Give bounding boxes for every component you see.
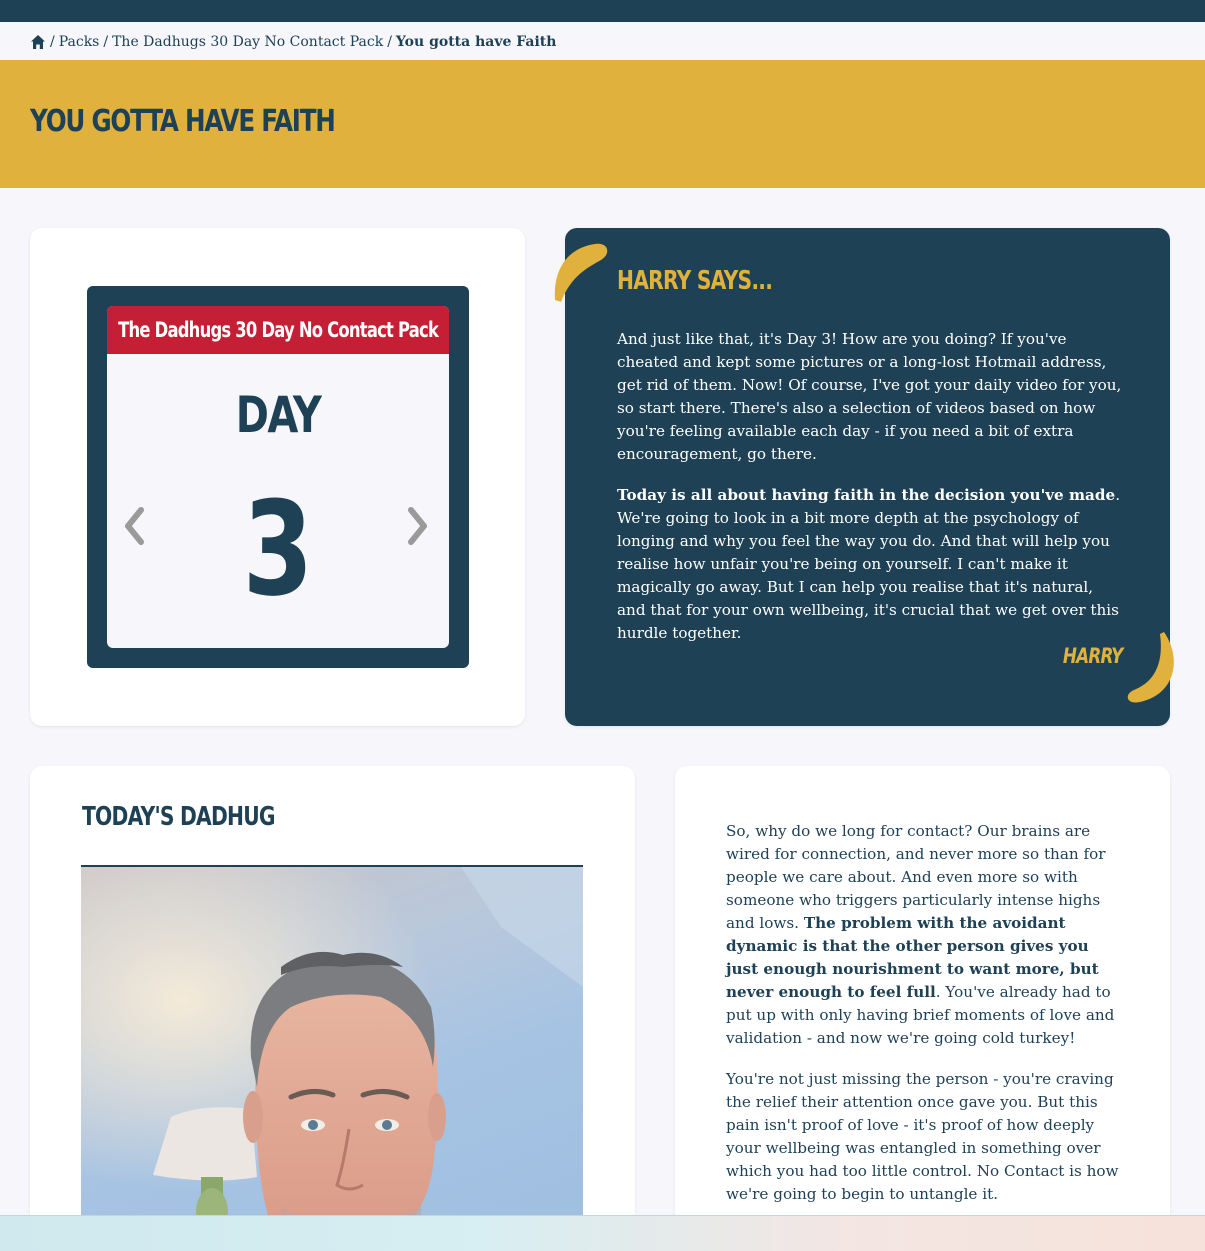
calendar-day-label: DAY (235, 386, 321, 444)
chevron-left-icon[interactable] (119, 504, 149, 548)
calendar-card (30, 228, 525, 726)
harry-signature: HARRY (1062, 644, 1122, 668)
breadcrumb-current: You gotta have Faith (395, 34, 557, 50)
harry-paragraph (617, 484, 1122, 645)
article-body (726, 820, 1121, 1224)
harry-message (617, 328, 1122, 663)
quote-swoosh-icon (1124, 628, 1184, 710)
page-title: YOU GOTTA HAVE FAITH (30, 104, 335, 139)
bottom-bar (0, 1215, 1205, 1251)
top-bar (0, 0, 1205, 22)
breadcrumb-link-packs[interactable]: Packs (58, 34, 100, 50)
breadcrumb (30, 31, 556, 53)
article-text: . You've already had to put up with only having brief moments of love and validation - and now we're going cold turkey! (726, 983, 1115, 1047)
todays-dadhug-card (30, 766, 635, 1251)
article-paragraph (726, 820, 1121, 1050)
harry-paragraph-rest: . We're going to look in a bit more depth at the psychology of longing and why you feel the way you do. And that will help you realise how unfair you're being on yourself. I can't make it magically go away. But I can help you realise that it's natural, and that for your own wellbeing, it's crucial that we get over this hurdle together. (617, 486, 1121, 642)
harry-says-title: HARRY SAYS... (617, 266, 773, 296)
breadcrumb-separator: / (387, 34, 392, 50)
harry-says-card (565, 228, 1170, 726)
breadcrumb-separator: / (103, 34, 109, 50)
harry-highlight: Today is all about having faith in the decision you've made (617, 486, 1116, 504)
hero-banner (0, 60, 1205, 188)
breadcrumb-link-pack[interactable]: The Dadhugs 30 Day No Contact Pack (112, 34, 384, 50)
quote-swoosh-icon (551, 240, 611, 308)
calendar-frame (87, 286, 469, 668)
breadcrumb-separator: / (50, 34, 55, 50)
todays-dadhug-title: TODAY'S DADHUG (82, 802, 275, 832)
article-text: So, why do we long for contact? Our brains are wired for connection, and never more so than for people we care about. And even more so with someone who triggers particularly intense highs and lows. (726, 822, 1106, 932)
home-icon[interactable] (30, 34, 46, 50)
article-card (675, 766, 1170, 1251)
chevron-right-icon[interactable] (403, 504, 433, 548)
video-thumbnail (81, 867, 583, 1245)
article-highlight: The problem with the avoidant dynamic is that the other person gives you just enough nourishment to want more, but never enough to feel full (726, 914, 1099, 1001)
calendar-header-label: The Dadhugs 30 Day No Contact Pack (118, 318, 438, 342)
calendar-page (107, 306, 449, 648)
harry-paragraph: And just like that, it's Day 3! How are you doing? If you've cheated and kept some pictures or a long-lost Hotmail address, get rid of them. Now! Of course, I've got your daily video for you, so start there. There's also a selection of videos based on how you're feeling available each day - if you need a bit of extra encouragement, go there. (617, 330, 1122, 463)
article-paragraph: You're not just missing the person - you're craving the relief their attention once gave you. But this pain isn't proof of love - it's proof of how deeply your wellbeing was entangled in something over which you had too little control. No Contact is how we're going to begin to untangle it. (726, 1070, 1119, 1203)
video-player[interactable] (81, 865, 583, 1245)
calendar-header (107, 306, 449, 354)
calendar-day-number: 3 (242, 473, 314, 625)
